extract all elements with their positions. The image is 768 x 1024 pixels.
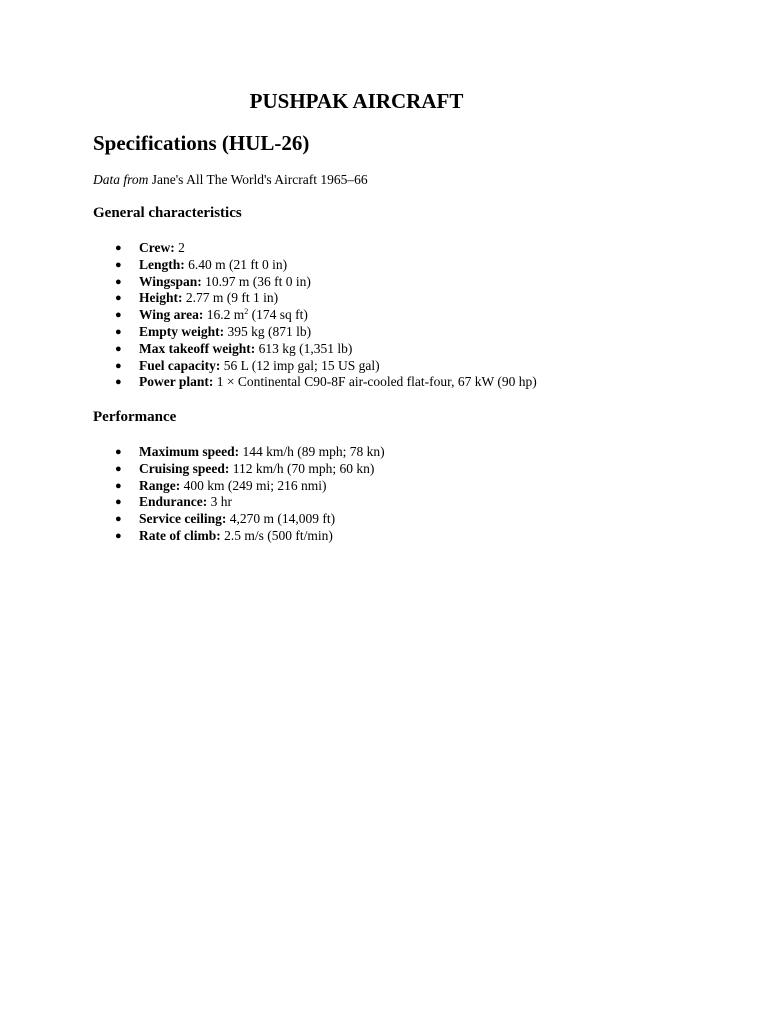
spec-label: Empty weight:: [139, 323, 225, 339]
list-item-endurance: [93, 494, 385, 511]
spec-value: 3 hr: [207, 494, 233, 510]
spec-value: 112 km/h (70 mph; 60 kn): [229, 460, 375, 476]
spec-value: 10.97 m (36 ft 0 in): [201, 273, 311, 289]
spec-label: Cruising speed:: [139, 460, 230, 476]
list-item-length: [93, 257, 537, 274]
superscript-exponent: 2: [244, 307, 249, 317]
data-source-line: [93, 171, 368, 188]
bullet-icon: ●: [115, 376, 122, 389]
spec-label: Height:: [139, 290, 183, 306]
spec-label: Max takeoff weight:: [139, 340, 256, 356]
data-source-text: Jane's All The World's Aircraft 1965–66: [148, 172, 368, 187]
list-item-max-takeoff-weight: [93, 341, 537, 358]
spec-value: 6.40 m (21 ft 0 in): [184, 256, 288, 272]
spec-value: 2: [174, 240, 185, 255]
list-item-range: [93, 478, 385, 495]
bullet-icon: ●: [115, 342, 122, 355]
list-item-rate-of-climb: [93, 528, 385, 545]
list-item-wing-area: [93, 307, 537, 324]
spec-value: 395 kg (871 lb): [224, 323, 312, 339]
spec-value-after: (174 sq ft): [248, 307, 308, 323]
bullet-icon: ●: [115, 446, 122, 458]
list-item-empty-weight: [93, 324, 537, 341]
list-item-height: [93, 290, 537, 307]
spec-label: Range:: [139, 477, 181, 493]
spec-label: Crew:: [139, 240, 175, 255]
bullet-icon: ●: [115, 309, 122, 322]
spec-value: 400 km (249 mi; 216 nmi): [180, 477, 327, 493]
spec-label: Endurance:: [139, 494, 208, 510]
specifications-heading: Specifications (HUL-26): [93, 131, 310, 155]
spec-value: 613 kg (1,351 lb): [255, 340, 353, 356]
bullet-icon: ●: [115, 292, 122, 305]
bullet-icon: ●: [115, 529, 122, 542]
data-source-lead: Data from: [93, 172, 149, 187]
spec-value: 2.5 m/s (500 ft/min): [220, 527, 333, 543]
bullet-icon: ●: [115, 513, 122, 526]
general-characteristics-list: [93, 240, 537, 391]
list-item-crew: [93, 240, 537, 257]
bullet-icon: ●: [115, 242, 122, 254]
spec-value: 56 L (12 imp gal; 15 US gal): [220, 357, 380, 373]
list-item-fuel-capacity: [93, 358, 537, 375]
bullet-icon: ●: [115, 496, 122, 509]
spec-label: Fuel capacity:: [139, 357, 221, 373]
spec-label: Wingspan:: [139, 273, 202, 289]
bullet-icon: ●: [115, 462, 122, 475]
spec-value: 144 km/h (89 mph; 78 kn): [239, 444, 385, 459]
document-title: PUSHPAK AIRCRAFT: [249, 89, 464, 113]
list-item-cruising-speed: [93, 461, 385, 478]
general-characteristics-heading: General characteristics: [93, 205, 242, 221]
spec-value: 2.77 m (9 ft 1 in): [182, 290, 279, 306]
bullet-icon: ●: [115, 359, 122, 372]
list-item-maximum-speed: [93, 444, 385, 461]
bullet-icon: ●: [115, 479, 122, 492]
performance-heading: Performance: [93, 409, 177, 425]
spec-value: 1 × Continental C90-8F air-cooled flat-four, 67 kW (90 hp): [213, 374, 537, 390]
spec-label: Wing area:: [139, 307, 204, 323]
list-item-service-ceiling: [93, 511, 385, 528]
bullet-icon: ●: [115, 275, 122, 288]
spec-value: 16.2 m: [203, 307, 245, 323]
spec-label: Rate of climb:: [139, 527, 221, 543]
list-item-wingspan: [93, 274, 537, 291]
performance-list: [93, 444, 385, 545]
spec-label: Maximum speed:: [139, 444, 240, 459]
spec-label: Power plant:: [139, 374, 214, 390]
spec-value: 4,270 m (14,009 ft): [226, 511, 336, 527]
bullet-icon: ●: [115, 258, 122, 271]
spec-label: Service ceiling:: [139, 511, 227, 527]
list-item-power-plant: [93, 374, 537, 391]
bullet-icon: ●: [115, 325, 122, 338]
spec-label: Length:: [139, 256, 185, 272]
